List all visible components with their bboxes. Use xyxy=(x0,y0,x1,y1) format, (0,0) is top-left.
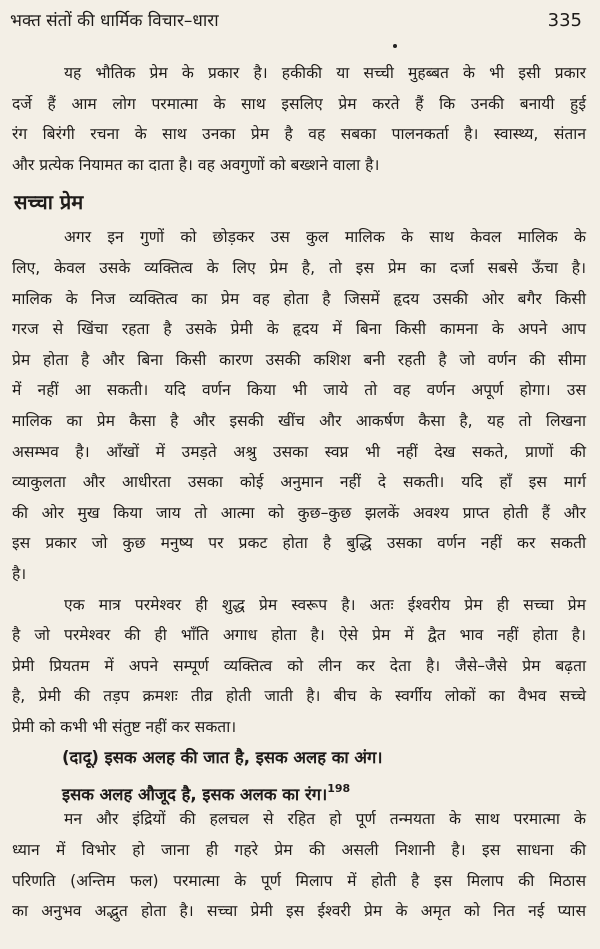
text-line: और प्रत्येक नियामत का दाता है। वह अवगुणों को बख्शने वाला है। xyxy=(12,155,380,174)
text-line: अगर इन गुणों को छोड़कर उस कुल मालिक के साथ केवल मालिक के xyxy=(64,228,586,247)
verse-block xyxy=(12,742,586,804)
paragraph-4 xyxy=(12,804,586,926)
text-line: प्रेमी को कभी भी संतुष्ट नहीं कर सकता। xyxy=(12,717,237,736)
text-line: लिए, केवल उसके व्यक्तित्व के लिए प्रेम है, तो इस प्रेम का दर्जा सबसे ऊँचा है। xyxy=(12,258,586,277)
text-line: मन और इंद्रियों की हलचल से रहित हो पूर्ण तन्मयता के साथ परमात्मा के xyxy=(64,810,586,829)
paragraph-3 xyxy=(12,590,586,743)
text-line: मालिक के निज व्यक्तित्व का प्रेम वह होता है जिसमें हृदय उसकी ओर बगैर किसी xyxy=(12,289,586,308)
text-line: है, प्रेमी की तड़प क्रमशः तीव्र होती जाती है। बीच के स्वर्गीय लोकों का वैभव सच्चे xyxy=(12,687,586,706)
verse-line-2 xyxy=(12,773,586,804)
ink-dot xyxy=(393,44,397,48)
page-number: 335 xyxy=(547,10,582,31)
verse-line-2-text: इसक अलह औजूद है, इसक अलक का रंग। xyxy=(62,785,328,805)
text-line: है जो परमेश्वर की ही भाँति अगाध होता है। ऐसे प्रेम में द्वैत भाव नहीं होता है। xyxy=(12,626,586,645)
paragraph-1 xyxy=(12,58,586,180)
text-line: मालिक का प्रेम कैसा है और इसकी खींच और आकर्षण कैसा है, यह तो लिखना xyxy=(12,411,586,430)
page-body xyxy=(12,58,586,927)
text-line: असम्भव है। आँखों में उमड़ते अश्रु उसका स्वप्न भी नहीं देख सकते, प्राणों की xyxy=(12,442,586,461)
running-header xyxy=(10,8,582,31)
text-line: की ओर मुख किया जाय तो आत्मा को कुछ–कुछ झलकें अवश्य प्राप्त होती हैं और xyxy=(12,503,586,522)
text-line: दर्जे हैं आम लोग परमात्मा के साथ इसलिए प्रेम करते हैं कि उनकी बनायी हुई xyxy=(12,94,586,113)
text-line: परिणति (अन्तिम फल) परमात्मा के पूर्ण मिलाप में होती है इस मिलाप की मिठास xyxy=(12,871,586,890)
text-line: है। xyxy=(12,564,27,583)
text-line: ध्यान में विभोर हो जाना ही गहरे प्रेम की असली निशानी है। इस साधना की xyxy=(12,841,586,860)
text-line: व्याकुलता और आधीरता उसका कोई अनुमान नहीं दे सकती। यदि हाँ इस मार्ग xyxy=(12,473,586,492)
text-line: इस प्रकार जो कुछ मनुष्य पर प्रकट होता है बुद्धि उसका वर्णन नहीं कर सकती xyxy=(12,534,586,553)
text-line: गरज से खिंचा रहता है उसके प्रेमी के हृदय में बिना किसी कामना के अपने आप xyxy=(12,320,586,339)
text-line: यह भौतिक प्रेम के प्रकार है। हकीकी या सच्ची मुहब्बत के भी इसी प्रकार xyxy=(64,64,586,82)
footnote-marker: 198 xyxy=(327,782,351,796)
running-title: भक्त संतों की धार्मिक विचार–धारा xyxy=(10,11,219,31)
text-line: प्रेमी प्रियतम में अपने सम्पूर्ण व्यक्तित्व को लीन कर देता है। जैसे–जैसे प्रेम बढ़ता xyxy=(12,656,586,675)
verse-line-1: (दादू) इसक अलह की जात है, इसक अलह का अंग। xyxy=(62,748,383,768)
text-line: रंग बिरंगी रचना के साथ उनका प्रेम है वह सबका पालनकर्ता है। स्वास्थ्य, संतान xyxy=(12,125,586,144)
text-line: में नहीं आ सकती। यदि वर्णन किया भी जाये तो वह वर्णन अपूर्ण होगा। उस xyxy=(12,381,586,400)
text-line: एक मात्र परमेश्वर ही शुद्ध प्रेम स्वरूप है। अतः ईश्वरीय प्रेम ही सच्चा प्रेम xyxy=(64,595,586,614)
paragraph-2 xyxy=(12,222,586,589)
section-heading: सच्चा प्रेम xyxy=(14,190,84,215)
text-line: का अनुभव अद्भुत होता है। सच्चा प्रेमी इस ईश्वरी प्रेम के अमृत को नित नई प्यास xyxy=(12,902,586,921)
text-line: प्रेम होता है और बिना किसी कारण उसकी कशिश बनी रहती है जो वर्णन की सीमा xyxy=(12,350,586,369)
